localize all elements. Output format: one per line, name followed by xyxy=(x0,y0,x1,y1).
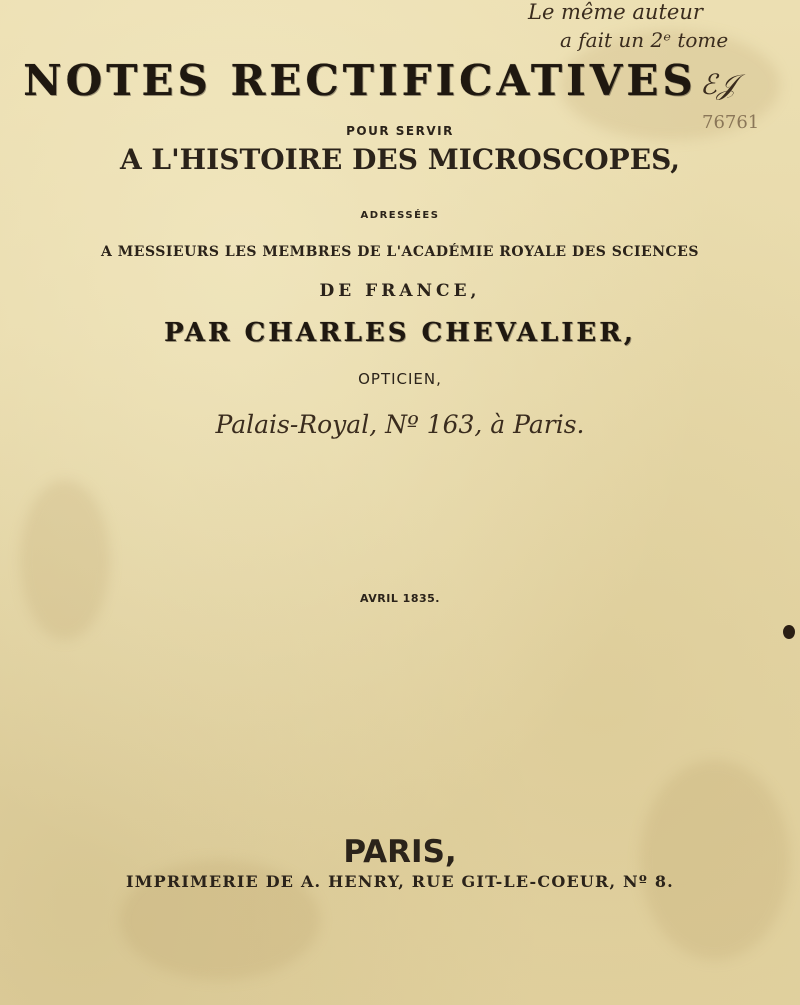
imprint-city: PARIS, xyxy=(343,834,457,870)
handwritten-note-line-1: Le même auteur xyxy=(528,0,703,24)
subtitle-de-france: DE FRANCE, xyxy=(319,281,481,301)
author-line: PAR CHARLES CHEVALIER, xyxy=(164,318,636,348)
author-address: Palais-Royal, Nº 163, à Paris. xyxy=(215,410,585,439)
subtitle-adressees: ADRESSÉES xyxy=(360,210,440,221)
subtitle-academie: A MESSIEURS LES MEMBRES DE L'ACADÉMIE ROYALE DES SCIENCES xyxy=(101,244,699,260)
author-profession: OPTICIEN, xyxy=(358,370,442,388)
paper-stain xyxy=(20,480,110,640)
subtitle-histoire: A L'HISTOIRE DES MICROSCOPES, xyxy=(119,143,681,176)
catalog-number: 76761 xyxy=(702,112,760,133)
handwritten-corner-mark: ℰ𝒥 xyxy=(700,68,737,101)
ink-spot xyxy=(783,625,795,639)
subtitle-pour-servir: POUR SERVIR xyxy=(346,124,454,138)
main-title: NOTES RECTIFICATIVES xyxy=(23,56,697,105)
publication-date: AVRIL 1835. xyxy=(360,592,440,605)
handwritten-note-line-2: a fait un 2ᵉ tome xyxy=(560,28,729,52)
imprint-printer: IMPRIMERIE DE A. HENRY, RUE GIT-LE-COEUR, Nº 8. xyxy=(126,872,674,891)
